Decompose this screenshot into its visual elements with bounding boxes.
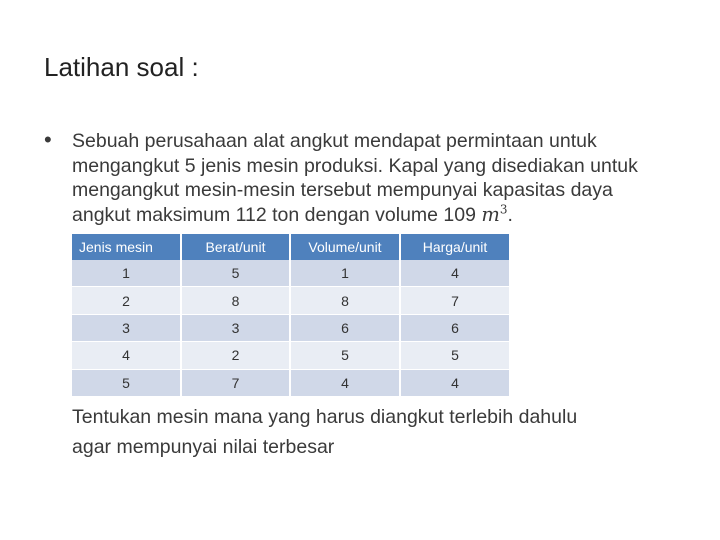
cell-harga: 6 bbox=[400, 314, 509, 341]
cell-volume: 5 bbox=[290, 342, 400, 369]
cell-jenis-mesin: 2 bbox=[72, 287, 181, 314]
question-line-1: Tentukan mesin mana yang harus diangkut terlebih dahulu bbox=[72, 406, 578, 428]
problem-end: . bbox=[507, 203, 513, 226]
header-volume-unit: Volume/unit bbox=[290, 234, 400, 260]
cell-volume: 8 bbox=[290, 287, 400, 314]
bullet-point: • bbox=[44, 127, 52, 152]
cell-berat: 3 bbox=[181, 314, 290, 341]
question-line-2: agar mempunyai nilai terbesar bbox=[72, 436, 335, 458]
cell-harga: 5 bbox=[400, 342, 509, 369]
cell-jenis-mesin: 4 bbox=[72, 342, 181, 369]
problem-statement bbox=[72, 129, 672, 227]
cell-volume: 6 bbox=[290, 314, 400, 341]
cell-berat: 2 bbox=[181, 342, 290, 369]
problem-text: Sebuah perusahaan alat angkut mendapat permintaan untuk mengangkut 5 jenis mesin produksi. Kapal yang disediakan untuk mengangkut mesin-mesin tersebut mempunyai kapasitas daya angkut maksimum 112 ton dengan volume 109 bbox=[72, 130, 638, 226]
question-text bbox=[72, 402, 632, 462]
table-row bbox=[72, 287, 509, 314]
cell-jenis-mesin: 5 bbox=[72, 369, 181, 396]
cell-jenis-mesin: 3 bbox=[72, 314, 181, 341]
cell-volume: 4 bbox=[290, 369, 400, 396]
table-row bbox=[72, 342, 509, 369]
cell-berat: 5 bbox=[181, 260, 290, 287]
table-row bbox=[72, 260, 509, 287]
cell-harga: 4 bbox=[400, 369, 509, 396]
cell-harga: 4 bbox=[400, 260, 509, 287]
volume-unit-exponent: 3 bbox=[499, 202, 508, 216]
slide-title: Latihan soal : bbox=[44, 52, 199, 82]
table-row bbox=[72, 314, 509, 341]
volume-unit bbox=[481, 203, 507, 226]
header-berat-unit: Berat/unit bbox=[181, 234, 290, 260]
table-row bbox=[72, 369, 509, 396]
header-jenis-mesin: Jenis mesin bbox=[72, 234, 181, 260]
table-header-row bbox=[72, 234, 509, 260]
cell-harga: 7 bbox=[400, 287, 509, 314]
header-harga-unit: Harga/unit bbox=[400, 234, 509, 260]
cell-volume: 1 bbox=[290, 260, 400, 287]
cell-berat: 8 bbox=[181, 287, 290, 314]
volume-unit-letter: m bbox=[481, 202, 500, 226]
machine-data-table bbox=[72, 234, 509, 397]
cell-berat: 7 bbox=[181, 369, 290, 396]
cell-jenis-mesin: 1 bbox=[72, 260, 181, 287]
